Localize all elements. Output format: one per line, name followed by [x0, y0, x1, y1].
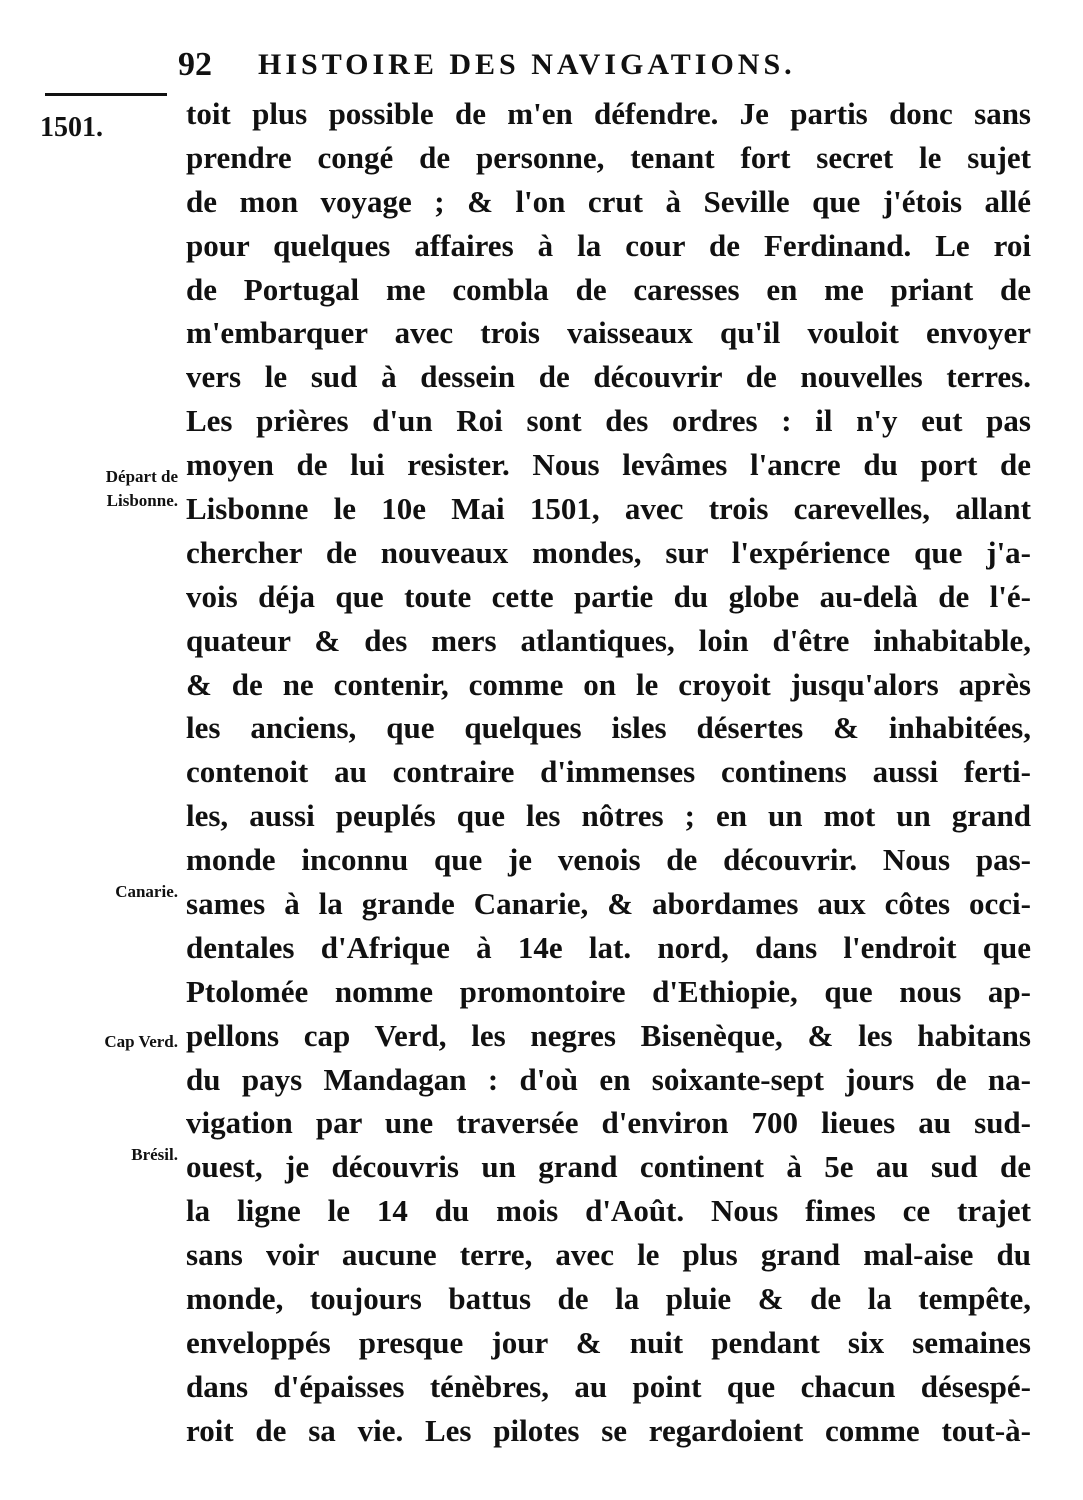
text-line: vigation par une traversée d'environ 700 lieues au sud-: [186, 1105, 1031, 1141]
body-text: [186, 92, 1031, 1453]
text-line: prendre congé de personne, tenant fort secret le sujet: [186, 139, 1031, 175]
text-line: dans d'épaisses ténèbres, au point que chacun désespé-: [186, 1368, 1031, 1404]
text-line: de mon voyage ; & l'on crut à Seville que j'étois allé: [186, 183, 1031, 219]
margin-year: 1501.: [40, 112, 103, 143]
text-line: monde inconnu que je venois de découvrir. Nous pas-: [186, 842, 1031, 878]
text-line: toit plus possible de m'en défendre. Je partis donc sans: [186, 96, 1031, 131]
text-line: ouest, je découvris un grand continent à 5e au sud de: [186, 1149, 1031, 1185]
text-line: contenoit au contraire d'immenses continens aussi ferti-: [186, 754, 1031, 790]
text-line: & de ne contenir, comme on le croyoit jusqu'alors après: [186, 666, 1031, 702]
text-line: sans voir aucune terre, avec le plus grand mal-aise du: [186, 1237, 1031, 1273]
text-line: enveloppés presque jour & nuit pendant six semaines: [186, 1324, 1031, 1360]
text-line: du pays Mandagan : d'où en soixante-sept jours de na-: [186, 1061, 1031, 1097]
text-line: Les prières d'un Roi sont des ordres : il n'y eut pas: [186, 403, 1031, 439]
margin-note-bresil: Brésil.: [131, 1145, 178, 1164]
text-line: sames à la grande Canarie, & abordames aux côtes occi-: [186, 886, 1031, 922]
text-line: Ptolomée nomme promontoire d'Ethiopie, que nous ap-: [186, 973, 1031, 1009]
text-line: moyen de lui resister. Nous levâmes l'ancre du port de: [186, 447, 1031, 483]
running-title: HISTOIRE DES NAVIGATIONS.: [258, 48, 796, 81]
margin-notes: [0, 0, 178, 1500]
page-number: 92: [178, 46, 212, 83]
text-line: Lisbonne le 10e Mai 1501, avec trois carevelles, allant: [186, 491, 1031, 527]
text-line: vers le sud à dessein de découvrir de nouvelles terres.: [186, 359, 1031, 395]
page-header: [178, 40, 978, 90]
text-line: quateur & des mers atlantiques, loin d'être inhabitable,: [186, 622, 1031, 658]
margin-note-cap-verd: Cap Verd.: [104, 1032, 178, 1051]
text-line: vois déja que toute cette partie du globe au-delà de l'é-: [186, 578, 1031, 614]
text-line: les, aussi peuplés que les nôtres ; en un mot un grand: [186, 798, 1031, 834]
text-line: les anciens, que quelques isles désertes & inhabitées,: [186, 710, 1031, 746]
margin-note-depart: Départ de Lisbonne.: [105, 467, 178, 510]
text-line: pour quelques affaires à la cour de Ferdinand. Le roi: [186, 227, 1031, 263]
text-line: de Portugal me combla de caresses en me priant de: [186, 271, 1031, 307]
text-line: roit de sa vie. Les pilotes se regardoient comme tout-à-: [186, 1412, 1031, 1448]
text-line: chercher de nouveaux mondes, sur l'expérience que j'a-: [186, 534, 1031, 570]
margin-note-canarie: Canarie.: [115, 882, 178, 901]
text-line: monde, toujours battus de la pluie & de la tempête,: [186, 1281, 1031, 1317]
text-line: pellons cap Verd, les negres Bisenèque, & les habitans: [186, 1017, 1031, 1053]
text-line: dentales d'Afrique à 14e lat. nord, dans l'endroit que: [186, 929, 1031, 965]
text-line: m'embarquer avec trois vaisseaux qu'il vouloit envoyer: [186, 315, 1031, 351]
text-line: la ligne le 14 du mois d'Août. Nous fimes ce trajet: [186, 1193, 1031, 1229]
